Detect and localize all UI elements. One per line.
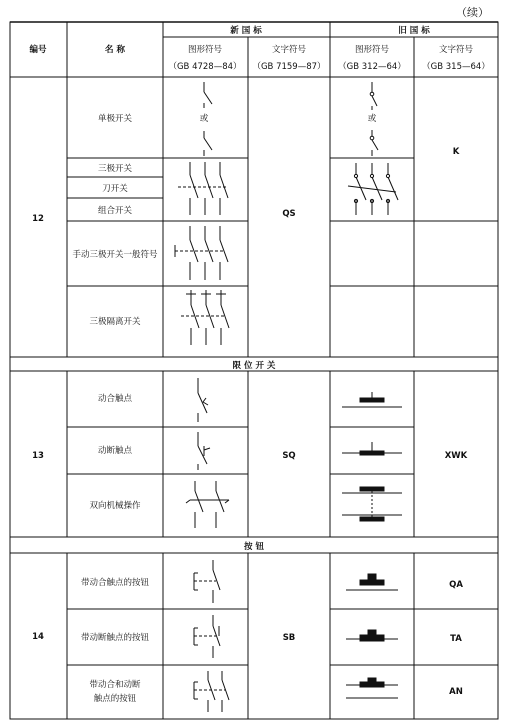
item-combination-switch: 组合开关: [97, 206, 133, 216]
group-14-old-code-ta: TA: [450, 634, 462, 644]
header-no: 编号: [29, 45, 47, 55]
item-break-contact: 动断触点: [97, 446, 133, 456]
switch-symbol: [175, 226, 228, 280]
group-14-old-code-qa: QA: [449, 580, 463, 590]
switch-symbol: [181, 290, 229, 345]
section-limit-switch: 限 位 开 关: [232, 361, 276, 371]
group-14-old-code-an: AN: [449, 687, 463, 697]
item-button-both-line2: 触点的按钮: [93, 694, 137, 704]
group-12-old-code: K: [452, 147, 460, 157]
item-single-pole-switch: 单极开关: [97, 114, 133, 124]
group-13-no: 13: [32, 451, 44, 461]
item-manual-three-pole-switch: 手动三极开关一般符号: [72, 250, 158, 260]
header-old-text: 文字符号: [438, 45, 474, 55]
item-button-make: 带动合触点的按钮: [80, 578, 150, 588]
switch-symbol: [178, 162, 228, 215]
header-new-text: 文字符号: [271, 45, 307, 55]
group-14-new-code: SB: [282, 633, 296, 643]
item-make-contact: 动合触点: [97, 394, 133, 404]
header-old-graph: 图形符号: [354, 45, 390, 55]
item-knife-switch: 刀开关: [102, 184, 128, 194]
group-14-no: 14: [32, 632, 44, 642]
item-two-way-mechanical: 双向机械操作: [89, 501, 141, 511]
header-old-graph-std: （GB 312—64）: [338, 62, 406, 72]
item-button-both-line1: 带动合和动断: [89, 680, 141, 690]
item-three-pole-switch: 三极开关: [97, 164, 133, 174]
item-button-break: 带动断触点的按钮: [80, 633, 150, 643]
button-symbol: [194, 560, 398, 603]
button-symbol: [194, 671, 398, 712]
header-new-graph: 图形符号: [187, 45, 223, 55]
section-button: 按 钮: [244, 542, 264, 552]
group-13-new-code: SQ: [282, 451, 296, 461]
header-old-standard: 旧 国 标: [398, 26, 430, 36]
header-old-text-std: （GB 315—64）: [422, 62, 490, 72]
or-new-label: 或: [199, 114, 209, 124]
header-name: 名 称: [105, 45, 125, 55]
header-new-standard: 新 国 标: [230, 26, 262, 36]
switch-symbol: [348, 163, 398, 215]
header-new-text-std: （GB 7159—87）: [252, 62, 326, 72]
limit-switch-symbol: [198, 378, 402, 422]
group-12-new-code: QS: [282, 209, 296, 219]
group-13-old-code: XWK: [444, 451, 468, 461]
limit-switch-symbol: [186, 481, 402, 528]
item-three-pole-isolator: 三极隔离开关: [89, 317, 141, 327]
header-new-graph-std: （GB 4728—84）: [168, 62, 242, 72]
limit-switch-symbol: [198, 432, 402, 470]
continued-label: （续）: [456, 6, 489, 19]
button-symbol: [194, 615, 398, 658]
or-old-label: 或: [367, 114, 377, 124]
group-12-no: 12: [32, 214, 44, 224]
